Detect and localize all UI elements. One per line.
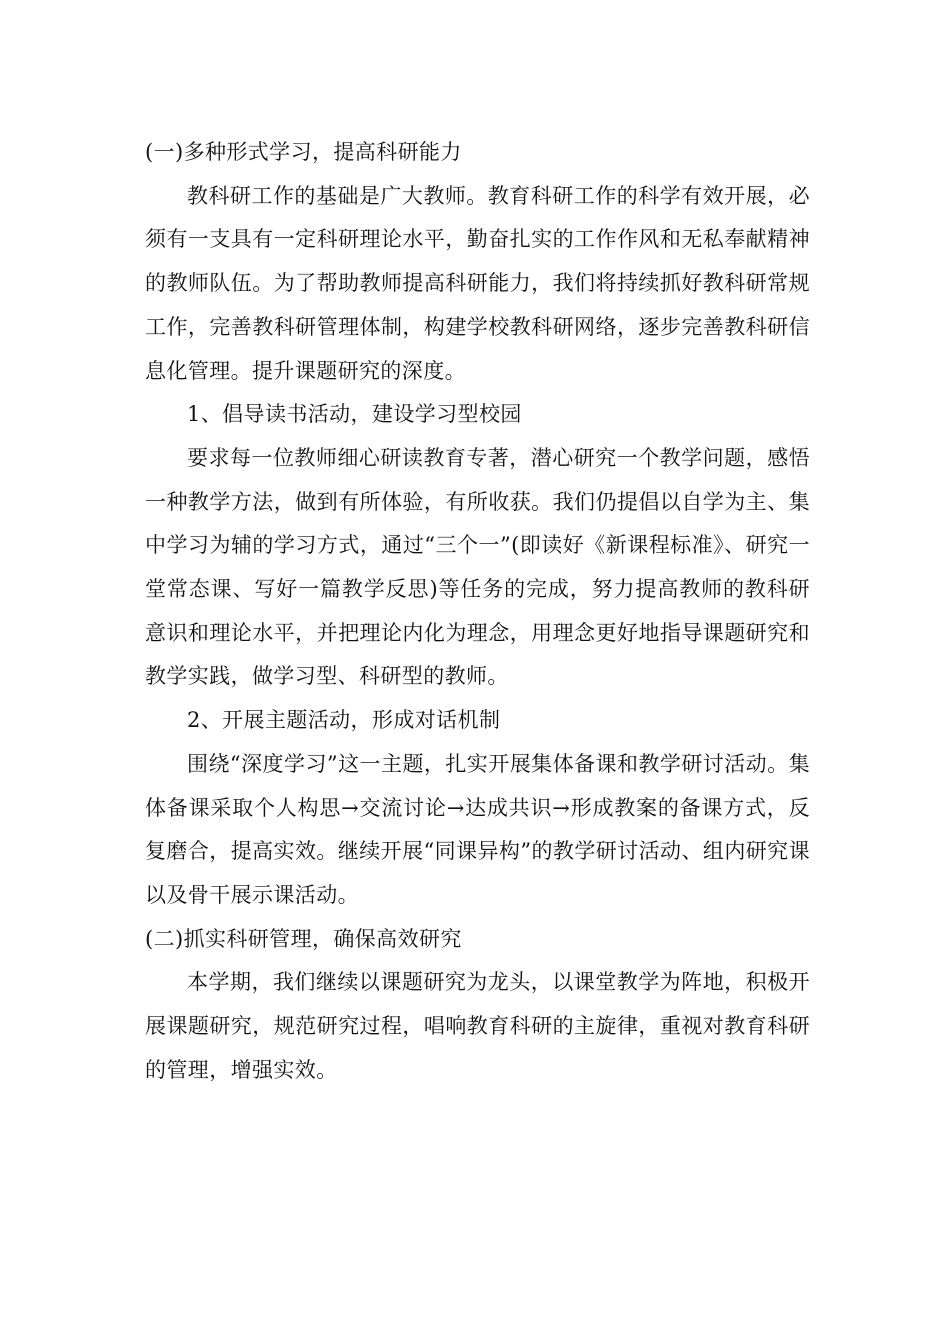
item-1-paragraph: 要求每一位教师细心研读教育专著，潜心研究一个教学问题，感悟一种教学方法，做到有所体验，有所收获。我们仍提倡以自学为主、集中学习为辅的学习方式，通过“三个一”(即读好《新课程标准》、研究一堂常态课、写好一篇教学反思)等任务的完成，努力提高教师的教科研意识和理论水平，并把理论内化为理念，用理念更好地指导课题研究和教学实践，做学习型、科研型的教师。 <box>145 445 810 689</box>
section-2-paragraph: 本学期，我们继续以课题研究为龙头，以课堂教学为阵地，积极开展课题研究，规范研究过程，唱响教育科研的主旋律，重视对教育科研的管理，增强实效。 <box>145 970 810 1082</box>
section-heading-2: (二)抓实科研管理，确保高效研究 <box>145 926 462 951</box>
item-2-title: 2、开展主题活动，形成对话机制 <box>187 708 501 733</box>
section-1-intro-paragraph: 教科研工作的基础是广大教师。教育科研工作的科学有效开展，必须有一支具有一定科研理论水平，勤奋扎实的工作作风和无私奉献精神的教师队伍。为了帮助教师提高科研能力，我们将持续抓好教科研常规工作，完善教科研管理体制，构建学校教科研网络，逐步完善教科研信息化管理。提升课题研究的深度。 <box>145 183 810 383</box>
item-2-paragraph: 围绕“深度学习”这一主题，扎实开展集体备课和教学研讨活动。集体备课采取个人构思→交流讨论→达成共识→形成教案的备课方式，反复磨合，提高实效。继续开展“同课异构”的教学研讨活动、组内研究课以及骨干展示课活动。 <box>145 751 810 907</box>
section-heading-1: (一)多种形式学习，提高科研能力 <box>145 140 462 164</box>
item-1-title: 1、倡导读书活动，建设学习型校园 <box>187 402 522 427</box>
document-body <box>145 131 810 1092</box>
